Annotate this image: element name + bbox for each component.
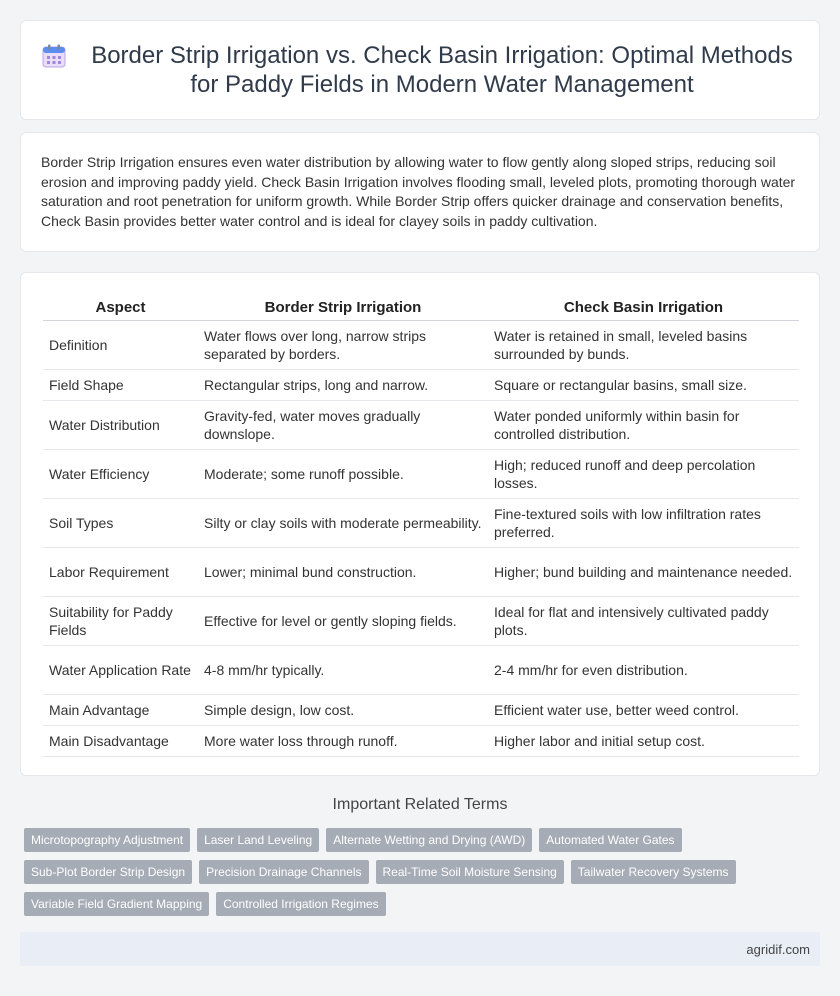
header-card: [20, 20, 820, 120]
comparison-table-card: [20, 272, 820, 776]
row-check-basin: High; reduced runoff and deep percolation losses.: [488, 450, 799, 499]
related-term-tag[interactable]: Automated Water Gates: [539, 828, 681, 852]
row-check-basin: Efficient water use, better weed control.: [488, 695, 799, 726]
related-term-tag[interactable]: Sub-Plot Border Strip Design: [24, 860, 192, 884]
table-row: [43, 499, 799, 548]
row-border-strip: 4-8 mm/hr typically.: [198, 646, 488, 695]
table-row: [43, 321, 799, 370]
row-check-basin: Water ponded uniformly within basin for controlled distribution.: [488, 401, 799, 450]
related-term-tag[interactable]: Microtopography Adjustment: [24, 828, 190, 852]
row-aspect: Water Application Rate: [43, 646, 198, 695]
calendar-icon: [41, 43, 67, 69]
row-check-basin: Square or rectangular basins, small size.: [488, 370, 799, 401]
row-aspect: Labor Requirement: [43, 548, 198, 597]
related-term-tag[interactable]: Laser Land Leveling: [197, 828, 319, 852]
related-term-tag[interactable]: Precision Drainage Channels: [199, 860, 368, 884]
header-check-basin: Check Basin Irrigation: [488, 293, 799, 321]
table-row: [43, 597, 799, 646]
related-term-tag[interactable]: Real-Time Soil Moisture Sensing: [376, 860, 564, 884]
row-border-strip: Silty or clay soils with moderate permeability.: [198, 499, 488, 548]
row-aspect: Suitability for Paddy Fields: [43, 597, 198, 646]
row-border-strip: Simple design, low cost.: [198, 695, 488, 726]
row-check-basin: 2-4 mm/hr for even distribution.: [488, 646, 799, 695]
intro-card: [20, 132, 820, 252]
related-terms-title: Important Related Terms: [332, 796, 508, 813]
row-aspect: Main Advantage: [43, 695, 198, 726]
table-row: [43, 548, 799, 597]
row-aspect: Soil Types: [43, 499, 198, 548]
row-check-basin: Ideal for flat and intensively cultivated paddy plots.: [488, 597, 799, 646]
related-terms-list: [20, 828, 820, 916]
footer-site-link[interactable]: agridif.com: [746, 941, 810, 957]
row-aspect: Field Shape: [43, 370, 198, 401]
related-term-tag[interactable]: Alternate Wetting and Drying (AWD): [326, 828, 532, 852]
row-aspect: Definition: [43, 321, 198, 370]
row-border-strip: Rectangular strips, long and narrow.: [198, 370, 488, 401]
comparison-table: [43, 293, 799, 757]
row-check-basin: Fine-textured soils with low infiltration rates preferred.: [488, 499, 799, 548]
table-header-row: [43, 293, 799, 321]
related-term-tag[interactable]: Variable Field Gradient Mapping: [24, 892, 209, 916]
row-check-basin: Higher labor and initial setup cost.: [488, 726, 799, 757]
row-border-strip: Lower; minimal bund construction.: [198, 548, 488, 597]
footer: [20, 932, 820, 966]
row-check-basin: Higher; bund building and maintenance needed.: [488, 548, 799, 597]
intro-paragraph: Border Strip Irrigation ensures even water distribution by allowing water to flow gently along sloped strips, reducing soil erosion and improving paddy yield. Check Basin Irrigation involves flooding small, leveled plots, promoting thorough water saturation and root penetration for uniform growth. While Border Strip offers quicker drainage and conservation benefits, Check Basin provides better water control and is ideal for clayey soils in paddy cultivation.: [41, 154, 796, 229]
table-row: [43, 646, 799, 695]
related-terms-section: [20, 796, 820, 916]
table-row: [43, 370, 799, 401]
row-border-strip: Effective for level or gently sloping fields.: [198, 597, 488, 646]
header-aspect: Aspect: [43, 293, 198, 321]
row-check-basin: Water is retained in small, leveled basins surrounded by bunds.: [488, 321, 799, 370]
related-term-tag[interactable]: Controlled Irrigation Regimes: [216, 892, 385, 916]
header-border-strip: Border Strip Irrigation: [198, 293, 488, 321]
row-border-strip: Gravity-fed, water moves gradually downslope.: [198, 401, 488, 450]
table-row: [43, 726, 799, 757]
row-aspect: Water Efficiency: [43, 450, 198, 499]
row-border-strip: Moderate; some runoff possible.: [198, 450, 488, 499]
row-border-strip: Water flows over long, narrow strips separated by borders.: [198, 321, 488, 370]
table-row: [43, 401, 799, 450]
table-row: [43, 695, 799, 726]
table-row: [43, 450, 799, 499]
page-title: Border Strip Irrigation vs. Check Basin Irrigation: Optimal Methods for Paddy Fields in Modern Water Management: [91, 42, 793, 98]
row-aspect: Water Distribution: [43, 401, 198, 450]
row-aspect: Main Disadvantage: [43, 726, 198, 757]
related-term-tag[interactable]: Tailwater Recovery Systems: [571, 860, 736, 884]
row-border-strip: More water loss through runoff.: [198, 726, 488, 757]
